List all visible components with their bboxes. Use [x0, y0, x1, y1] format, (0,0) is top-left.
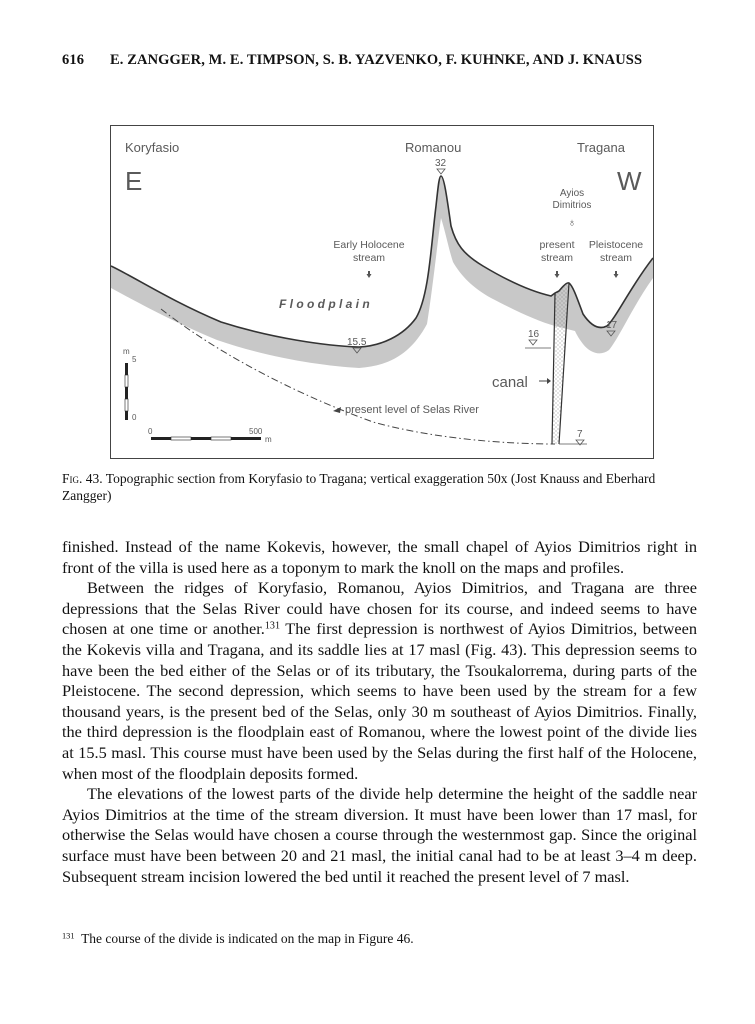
horizontal-scale — [151, 437, 261, 440]
label-canal: canal — [492, 374, 528, 391]
early-stream-marker — [367, 271, 372, 278]
label-ayios-line1: Ayios — [559, 188, 585, 199]
running-head-authors: E. ZANGGER, M. E. TIMPSON, S. B. YAZVENKO, F. KUHNKE, AND J. KNAUSS — [110, 52, 643, 68]
elev-17: 17 — [606, 320, 618, 331]
page-number: 616 — [62, 52, 85, 68]
label-ayios-line2: Dimitrios — [552, 200, 592, 211]
topographic-section — [111, 126, 653, 458]
label-floodplain: F l o o d p l a i n — [279, 297, 370, 311]
vscale-0: 0 — [132, 413, 137, 422]
label-present-stream: stream — [540, 252, 574, 264]
label-east: E — [125, 166, 143, 196]
hscale-500: 500 — [249, 427, 263, 436]
chapel-icon: ♁ — [567, 217, 577, 229]
figure-43 — [110, 125, 654, 459]
elev-romanou: 32 — [435, 158, 447, 169]
canal-pointer-head — [547, 378, 551, 384]
label-koryfasio: Koryfasio — [125, 140, 180, 155]
caption-text: Topographic section from Koryfasio to Tragana; vertical exaggeration 50x (Jost Knauss and Eberhard Zangger) — [62, 471, 656, 503]
label-pleistocene-stream: stream — [599, 252, 633, 264]
label-tragana: Tragana — [577, 140, 625, 155]
summit-marker — [437, 169, 445, 174]
vertical-scale — [125, 363, 128, 420]
elev-16-marker — [529, 340, 537, 345]
label-present: present — [539, 239, 575, 251]
paragraph-2 — [62, 578, 697, 784]
elev-7: 7 — [577, 429, 583, 440]
label-west: W — [617, 166, 642, 196]
selas-level-arrow — [333, 407, 341, 413]
footnote-number: 131 — [62, 931, 75, 941]
footnote — [62, 930, 697, 947]
figure-caption — [62, 470, 694, 504]
body-text — [62, 537, 697, 887]
label-selas-level: present level of Selas River — [345, 404, 479, 416]
label-pleistocene: Pleistocene — [588, 239, 644, 251]
elev-15-5: 15.5 — [347, 337, 367, 348]
running-head — [62, 52, 702, 69]
paragraph-1: finished. Instead of the name Kokevis, however, the small chapel of Ayios Dimitrios right in front of the villa is used here as a toponym to mark the knoll on the maps and profiles. — [62, 537, 697, 577]
elev-16: 16 — [528, 329, 540, 340]
pleistocene-stream-marker — [614, 271, 619, 278]
caption-label: Fig. 43. — [62, 471, 103, 486]
paragraph-2-b: The first depression is northwest of Ayios Dimitrios, between the Kokevis villa and Tragana, and its saddle lies at 17 masl (Fig. 43). This depression seems to have been the bed either of the Selas or of its tributary, the Tsoukalorrema, during parts of the Pleistocene. The second depression, which seems to have been used by the stream for a few thousand years, is the present bed of the Selas, only 30 m southeast of Ayios Dimitrios. Finally, the third depression is the floodplain east of Romanou, where the lowest point of the divide lies at 15.5 masl. This course must have been used by the Selas during the first half of the Holocene, when most of the floodplain deposits formed. — [62, 619, 697, 783]
footnote-ref[interactable]: 131 — [264, 620, 281, 632]
vscale-unit: m — [123, 347, 130, 356]
vscale-5: 5 — [132, 355, 137, 364]
paragraph-2-a: Between the ridges of Koryfasio, Romanou, Ayios Dimitrios, and Tragana are three depressions that the Selas River could have chosen for its course, and indeed seems to have chosen at one time or another. — [62, 578, 697, 639]
footnote-text: The course of the divide is indicated on the map in Figure 46. — [81, 931, 414, 946]
label-early-stream: stream — [352, 252, 386, 264]
paragraph-3: The elevations of the lowest parts of the divide help determine the height of the saddle near Ayios Dimitrios at the time of the stream diversion. It must have been lower than 17 masl, for otherwise the Selas would have chosen a course through the westernmost gap. Since the original surface must have been between 20 and 21 masl, the initial canal had to be at least 3–4 m deep. Subsequent stream incision lowered the bed until it reached the present level of 7 masl. — [62, 784, 697, 886]
hscale-0: 0 — [148, 427, 153, 436]
present-stream-marker — [555, 271, 560, 278]
hscale-unit: m — [265, 435, 272, 444]
label-romanou: Romanou — [405, 140, 462, 155]
label-early-holocene: Early Holocene — [333, 239, 405, 251]
